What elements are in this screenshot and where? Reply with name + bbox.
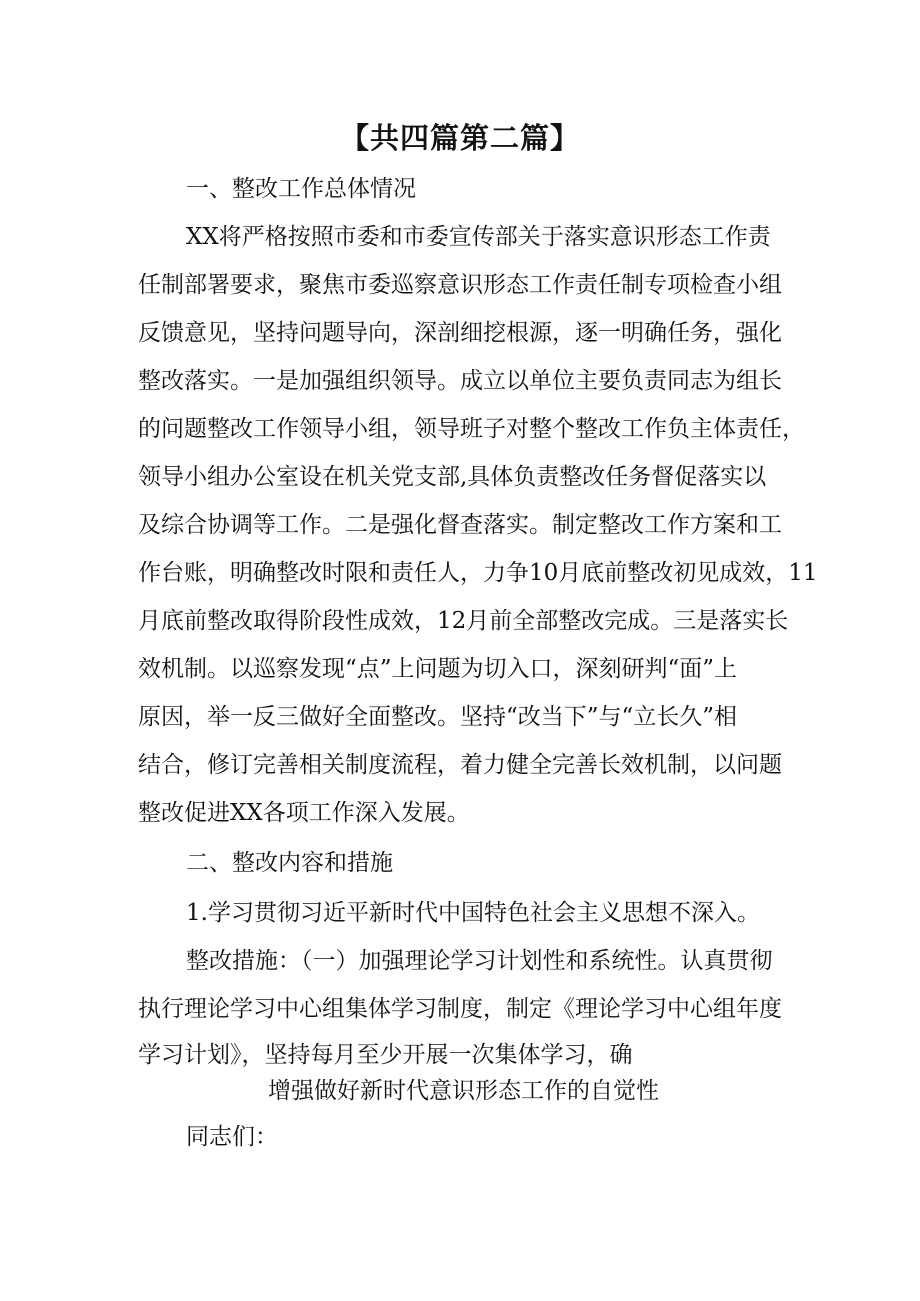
paragraph-line: 执行理论学习中心组集体学习制度，制定《理论学习中心组年度 xyxy=(138,996,782,1022)
paragraph-line: 结合，修订完善相关制度流程，着力健全完善长效机制，以问题 xyxy=(138,752,782,778)
paragraph-line: 月底前整改取得阶段性成效，12月前全部整改完成。三是落实长 xyxy=(138,608,789,634)
paragraph-line: 作台账，明确整改时限和责任人，力争10月底前整改初见成效，11 xyxy=(138,560,818,586)
paragraph-line: 整改促进XX各项工作深入发展。 xyxy=(138,800,470,826)
paragraph-line: XX将严格按照市委和市委宣传部关于落实意识形态工作责 xyxy=(186,224,771,250)
section-heading-2: 二、整改内容和措施 xyxy=(186,850,393,876)
paragraph-line: 的问题整改工作领导小组，领导班子对整个整改工作负主体责任， xyxy=(138,416,805,442)
paragraph-line: 领导小组办公室设在机关党支部,具体负责整改任务督促落实以 xyxy=(138,464,767,490)
paragraph-line: 反馈意见，坚持问题导向，深剖细挖根源，逐一明确任务，强化 xyxy=(138,320,782,346)
paragraph-line: 学习计划》，坚持每月至少开展一次集体学习，确 xyxy=(138,1042,633,1068)
section-heading-1: 一、整改工作总体情况 xyxy=(186,176,416,202)
paragraph-line: 及综合协调等工作。二是强化督查落实。制定整改工作方案和工 xyxy=(138,512,782,538)
paragraph-line: 整改落实。一是加强组织领导。成立以单位主要负责同志为组长 xyxy=(138,368,782,394)
speech-subtitle: 增强做好新时代意识形态工作的自觉性 xyxy=(268,1078,659,1104)
item-1-heading: 1.学习贯彻习近平新时代中国特色社会主义思想不深入。 xyxy=(186,900,760,926)
paragraph-line: 效机制。以巡察发现“点”上问题为切入口，深刻研判“面”上 xyxy=(138,656,738,682)
paragraph-line: 任制部署要求，聚焦市委巡察意识形态工作责任制专项检查小组 xyxy=(138,272,782,298)
document-title: 【共四篇第二篇】 xyxy=(339,121,580,155)
paragraph-line: 原因，举一反三做好全面整改。坚持“改当下”与“立长久”相 xyxy=(138,704,738,730)
salutation: 同志们： xyxy=(186,1124,278,1150)
paragraph-line: 整改措施：（一）加强理论学习计划性和系统性。认真贯彻 xyxy=(186,948,773,974)
